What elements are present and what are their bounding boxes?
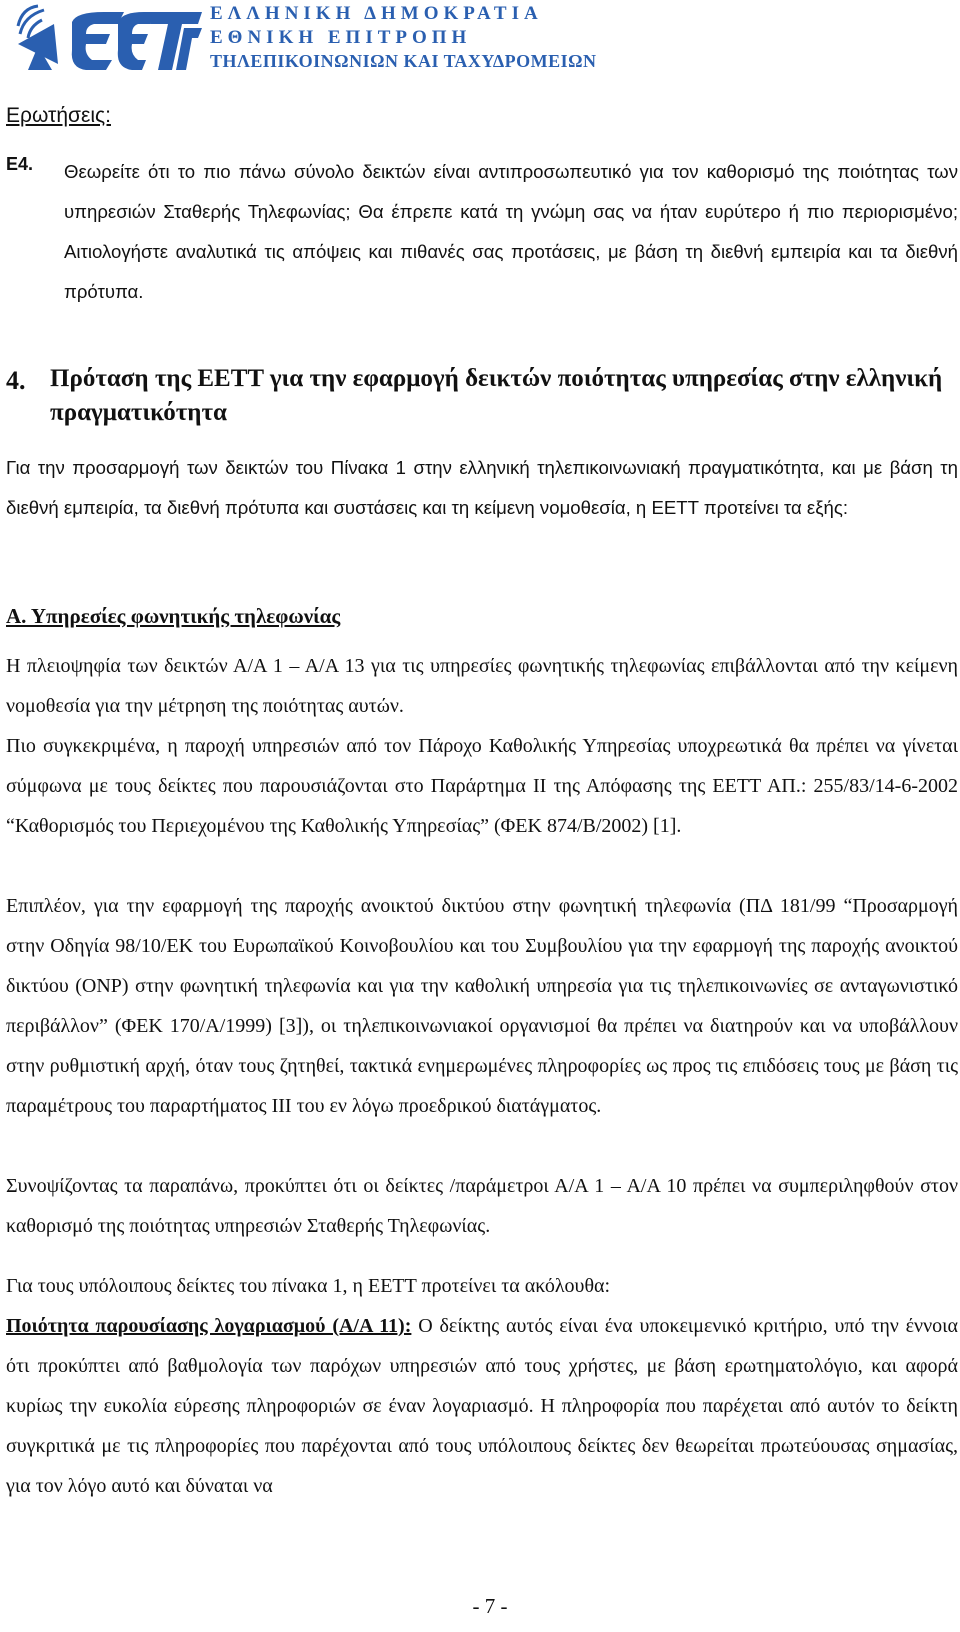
section-intro: Για την προσαρμογή των δεικτών του Πίνακα 1 στην ελληνική τηλεπικοινωνιακή πραγματικότητα, και με βάση τη διεθνή εμπειρία, τα διεθνή πρότυπα και συστάσεις και τη κείμενη νομοθεσία, η ΕΕΤΤ προτείνει τα εξής:: [6, 457, 958, 518]
paragraph-6-text: Ο δείκτης αυτός είναι ένα υποκειμενικό κριτήριο, υπό την έννοια ότι προκύπτει από βαθμολογία των παρόχων υπηρεσιών από τους χρήστες, με βάση ερωτηματολόγιο, και αφορά κυρίως την ευκολία εύρεσης πληροφοριών σε έναν λογαριασμό. Η πληροφορία που παρέχεται από αυτόν το δείκτη συγκριτικά με τις πληροφορίες που παρέχονται από τους υπόλοιπους δείκτες δεν θεωρείται πρωτεύουσας σημασίας, για τον λόγο αυτό και δύναται να: [6, 1315, 958, 1497]
section-number: 4.: [6, 366, 26, 395]
paragraph-5: Για τους υπόλοιπους δείκτες του πίνακα 1, η ΕΕΤΤ προτείνει τα ακόλουθα:: [6, 1275, 611, 1297]
paragraph-4: Συνοψίζοντας τα παραπάνω, προκύπτει ότι οι δείκτες /παράμετροι Α/Α 1 – Α/Α 10 πρέπει να συμπεριληφθούν στον καθορισμό της ποιότητας υπηρεσιών Σταθερής Τηλεφωνίας.: [6, 1175, 958, 1237]
letterhead-text: [210, 2, 597, 72]
paragraph-3: Επιπλέον, για την εφαρμογή της παροχής ανοικτού δικτύου στην φωνητική τηλεφωνία (ΠΔ 181/99 “Προσαρμογή στην Οδηγία 98/10/ΕΚ του Ευρωπαϊκού Κοινοβουλίου και του Συμβουλίου για την εφαρμογή της παροχής ανοικτού δικτύου (ONP) στην φωνητική τηλεφωνία και για την καθολική υπηρεσία για τις τηλεπικοινωνίες σε ανταγωνιστικό περιβάλλον” (ΦΕΚ 170/Α/1999) [3]), οι τηλεπικοινωνιακοί οργανισμοί θα πρέπει να διατηρούν και να υποβάλλουν στην ρυθμιστική αρχή, όταν τους ζητηθεί, τακτικά ενημερωμένες πληροφορίες ως προς τις επιδόσεις τους με βάση τις παραμέτρους του παραρτήματος ΙΙΙ του εν λόγω προεδρικού διατάγματος.: [6, 895, 958, 1117]
billing-quality-label: Ποιότητα παρουσίασης λογαριασμού (Α/Α 11):: [6, 1315, 412, 1337]
paragraph-6: [6, 1306, 958, 1506]
questions-heading: Ερωτήσεις:: [6, 104, 111, 127]
page-number: - 7 -: [472, 1594, 508, 1618]
letterhead-line-3: ΤΗΛΕΠΙΚΟΙΝΩΝΙΩΝ ΚΑΙ ΤΑΧΥΔΡΟΜΕΙΩΝ: [210, 51, 597, 71]
letterhead: [0, 0, 960, 82]
letterhead-line-1: ΕΛΛΗΝΙΚΗ ΔΗΜΟΚΡΑΤΙΑ: [210, 3, 543, 24]
section-title: Πρόταση της ΕΕΤΤ για την εφαρμογή δεικτών ποιότητας υπηρεσίας στην ελληνική πραγματικότητα: [50, 365, 943, 426]
question-label: Ε4.: [6, 154, 34, 174]
page-footer: [0, 1594, 960, 1619]
eett-logo-icon: [14, 4, 204, 76]
subsection-a-title: Α. Υπηρεσίες φωνητικής τηλεφωνίας: [6, 604, 341, 628]
paragraph-1: Η πλειοψηφία των δεικτών Α/Α 1 – Α/Α 13 για τις υπηρεσίες φωνητικής τηλεφωνίας επιβάλλονται από την κείμενη νομοθεσία για την μέτρηση της ποιότητας αυτών.: [6, 655, 958, 717]
paragraph-2: Πιο συγκεκριμένα, η παροχή υπηρεσιών από τον Πάροχο Καθολικής Υπηρεσίας υποχρεωτικά θα πρέπει να γίνεται σύμφωνα με τους δείκτες που παρουσιάζονται στο Παράρτημα ΙΙ της Απόφασης της ΕΕΤΤ ΑΠ.: 255/83/14-6-2002 “Καθορισμός του Περιεχομένου της Καθολικής Υπηρεσίας” (ΦΕΚ 874/Β/2002) [1].: [6, 735, 958, 837]
letterhead-line-2: ΕΘΝΙΚΗ ΕΠΙΤΡΟΠΗ: [210, 27, 472, 48]
question-text: Θεωρείτε ότι το πιο πάνω σύνολο δεικτών είναι αντιπροσωπευτικό για τον καθορισμό της ποιότητας των υπηρεσιών Σταθερής Τηλεφωνίας; Θα έπρεπε κατά τη γνώμη σας να ήταν ευρύτερο ή πιο περιορισμένο; Αιτιολογήστε αναλυτικά τις απόψεις και πιθανές σας προτάσεις, με βάση τη διεθνή εμπειρία και τα διεθνή πρότυπα.: [64, 161, 958, 302]
